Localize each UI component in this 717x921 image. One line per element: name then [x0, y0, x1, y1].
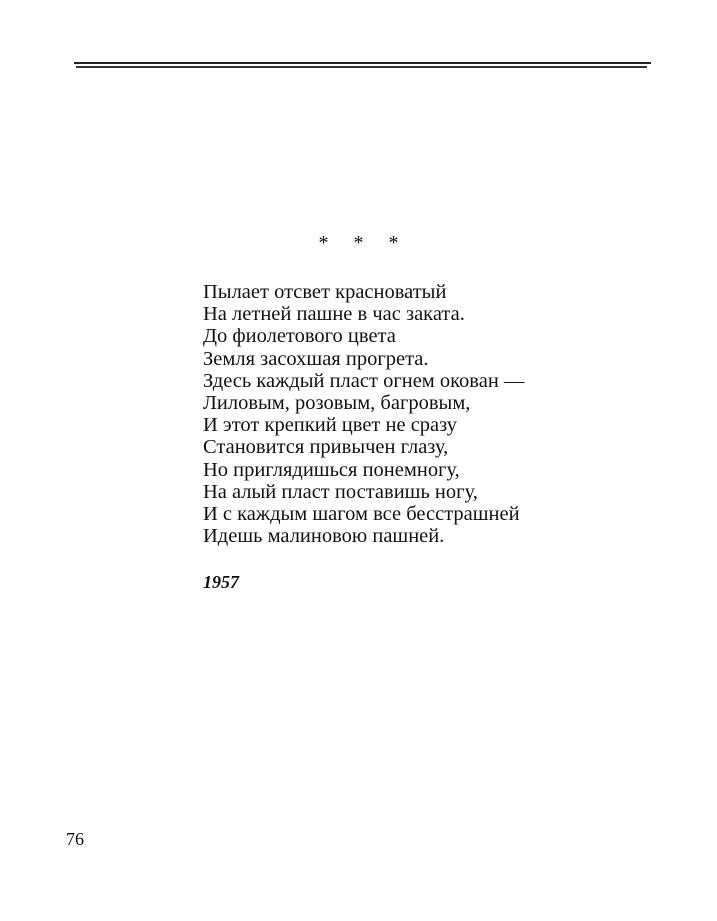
poem-line: И этот крепкий цвет не сразу [203, 414, 458, 437]
poem-line: Лиловым, розовым, багровым, [203, 392, 471, 415]
poem-line: И с каждым шагом все бесстрашней [203, 503, 520, 526]
top-rule [74, 62, 651, 70]
poem-line: Но приглядишься понемногу, [203, 458, 460, 481]
section-asterisks: * * * [318, 232, 409, 254]
top-rule-line-lower [76, 66, 647, 68]
poem-line: Идешь малиновою пашней. [203, 525, 445, 548]
page-number: 76 [66, 829, 84, 849]
poem-text [203, 281, 524, 547]
poem-year: 1957 [203, 572, 239, 592]
poem-line: Становится привычен глазу, [203, 436, 449, 459]
poem-line: На алый пласт поставишь ногу, [203, 480, 478, 503]
poem-line: Здесь каждый пласт огнем окован — [203, 369, 525, 392]
poem-line: Пылает отсвет красноватый [203, 281, 447, 303]
top-rule-line-upper [74, 62, 651, 64]
poem-line: Земля засохшая прогрета. [203, 347, 429, 370]
poem-line: До фиолетового цвета [203, 325, 396, 348]
poem-line: На летней пашне в час заката. [203, 303, 465, 326]
